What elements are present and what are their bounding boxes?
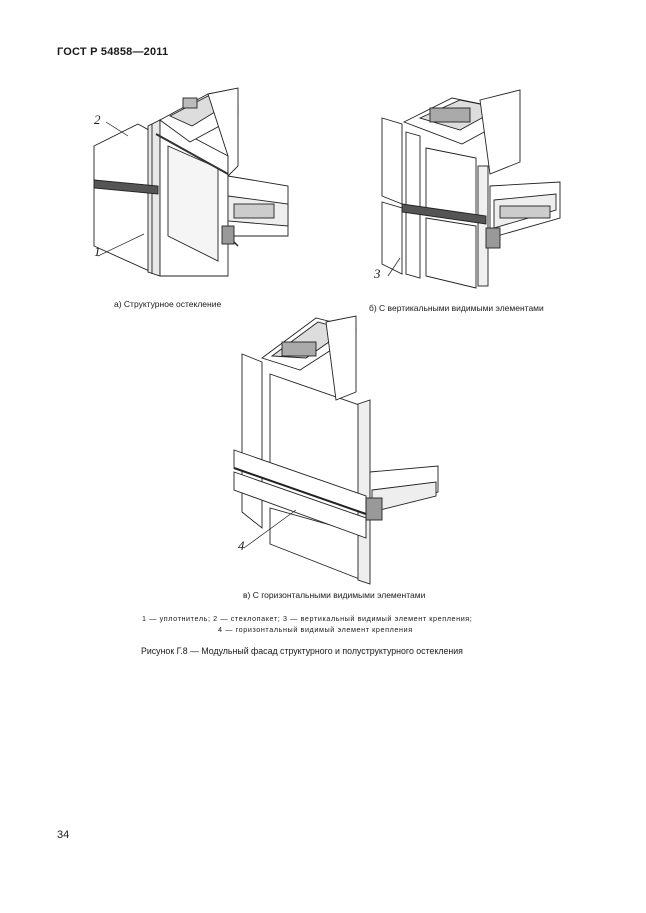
figure-b-drawing: [360, 78, 575, 293]
callout-3: 3: [374, 266, 381, 281]
figure-v-horizontal-elements: [226, 312, 451, 590]
caption-a: а) Структурное остекление: [114, 299, 222, 309]
figure-a-structural-glazing: [88, 86, 303, 286]
legend-line-1: 1 — уплотнитель; 2 — стеклопакет; 3 — вертикальный видимый элемент крепления;: [142, 614, 473, 623]
document-header: ГОСТ Р 54858—2011: [57, 46, 169, 58]
figure-a-drawing: [88, 86, 303, 286]
page-number: 34: [57, 829, 70, 841]
figure-b-vertical-elements: [360, 78, 575, 293]
callout-2: 2: [94, 112, 101, 127]
legend-line-2: 4 — горизонтальный видимый элемент крепления: [218, 625, 413, 634]
caption-v: в) С горизонтальными видимыми элементами: [243, 590, 426, 600]
figure-title: Рисунок Г.8 — Модульный фасад структурного и полуструктурного остекления: [141, 646, 463, 656]
caption-b: б) С вертикальными видимыми элементами: [369, 303, 544, 313]
callout-4: 4: [238, 538, 245, 553]
figure-v-drawing: [226, 312, 451, 590]
callout-1: 1: [94, 244, 101, 259]
